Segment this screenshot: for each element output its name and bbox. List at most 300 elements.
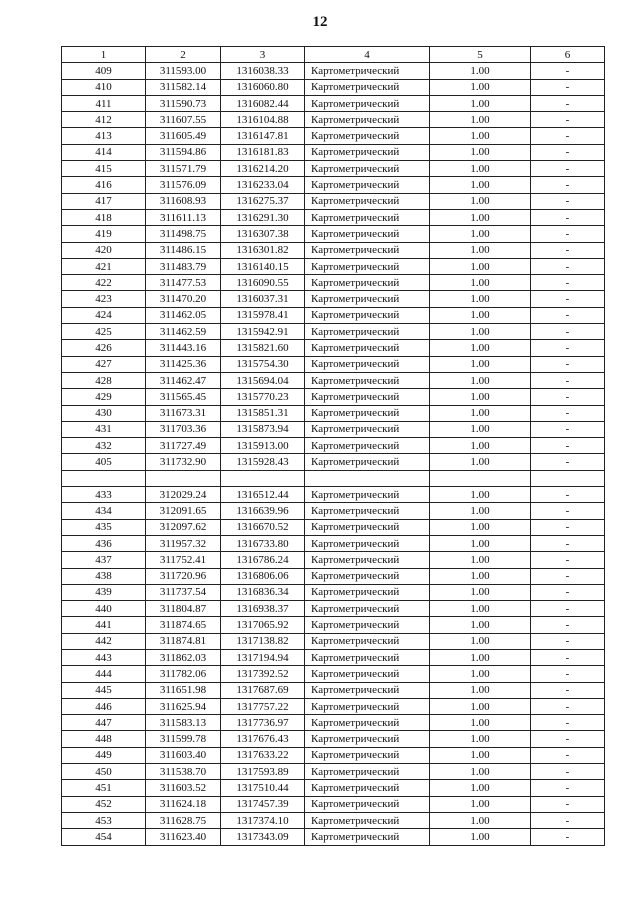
- table-cell: 1.00: [430, 535, 531, 551]
- table-cell: 422: [62, 275, 146, 291]
- table-row: [62, 601, 605, 617]
- table-row: [62, 568, 605, 584]
- table-cell: Картометрический: [305, 242, 430, 258]
- table-cell: 311628.75: [146, 812, 221, 828]
- table-cell: 1316104.88: [221, 112, 305, 128]
- table-cell: 311594.86: [146, 144, 221, 160]
- table-cell: -: [531, 682, 605, 698]
- table-cell: 418: [62, 209, 146, 225]
- table-cell: 1317633.22: [221, 747, 305, 763]
- table-cell: -: [531, 389, 605, 405]
- table-cell: 448: [62, 731, 146, 747]
- table-cell: Картометрический: [305, 405, 430, 421]
- table-cell: 1.00: [430, 829, 531, 845]
- table-cell: Картометрический: [305, 584, 430, 600]
- table-cell: 1.00: [430, 503, 531, 519]
- table-cell: Картометрический: [305, 519, 430, 535]
- table-cell: 1316836.34: [221, 584, 305, 600]
- table-cell: 1315942.91: [221, 324, 305, 340]
- table-cell: 1.00: [430, 812, 531, 828]
- table-cell: -: [531, 177, 605, 193]
- table-cell: Картометрический: [305, 193, 430, 209]
- table-cell: 311732.90: [146, 454, 221, 470]
- table-cell: 412: [62, 112, 146, 128]
- coordinates-table: [61, 46, 605, 846]
- table-cell: 1.00: [430, 796, 531, 812]
- table-row: [62, 405, 605, 421]
- table-cell: 1.00: [430, 324, 531, 340]
- table-cell: -: [531, 372, 605, 388]
- table-row: [62, 340, 605, 356]
- table-row: [62, 242, 605, 258]
- table-cell: 1.00: [430, 95, 531, 111]
- table-cell: 1315913.00: [221, 438, 305, 454]
- table-cell: 433: [62, 487, 146, 503]
- table-cell: 445: [62, 682, 146, 698]
- column-header-4: 4: [305, 47, 430, 63]
- table-cell: 1317457.39: [221, 796, 305, 812]
- table-cell: 1.00: [430, 682, 531, 698]
- table-cell: Картометрический: [305, 275, 430, 291]
- table-row: [62, 812, 605, 828]
- table-cell: 311583.13: [146, 715, 221, 731]
- table-cell: 1.00: [430, 307, 531, 323]
- column-header-3: 3: [221, 47, 305, 63]
- table-cell: 434: [62, 503, 146, 519]
- table-cell: -: [531, 226, 605, 242]
- table-cell: -: [531, 95, 605, 111]
- table-cell: 311862.03: [146, 649, 221, 665]
- table-row: [62, 552, 605, 568]
- table-cell: 311703.36: [146, 421, 221, 437]
- table-cell: 1316082.44: [221, 95, 305, 111]
- table-cell: 440: [62, 601, 146, 617]
- table-cell: Картометрический: [305, 487, 430, 503]
- table-cell: 435: [62, 519, 146, 535]
- table-cell: 311625.94: [146, 698, 221, 714]
- column-header-1: 1: [62, 47, 146, 63]
- table-cell: 1.00: [430, 649, 531, 665]
- table-cell: 420: [62, 242, 146, 258]
- table-cell: Картометрический: [305, 617, 430, 633]
- table-cell: 451: [62, 780, 146, 796]
- table-cell: 1317593.89: [221, 764, 305, 780]
- table-cell: 1.00: [430, 731, 531, 747]
- table-cell: 1.00: [430, 780, 531, 796]
- table-cell: 1315694.04: [221, 372, 305, 388]
- table-cell: -: [531, 258, 605, 274]
- column-header-5: 5: [430, 47, 531, 63]
- table-cell: Картометрический: [305, 731, 430, 747]
- table-cell: 1.00: [430, 372, 531, 388]
- table-cell: -: [531, 454, 605, 470]
- table-cell: 311603.52: [146, 780, 221, 796]
- table-cell: Картометрический: [305, 226, 430, 242]
- table-cell: 1316233.04: [221, 177, 305, 193]
- table-cell: 1316786.24: [221, 552, 305, 568]
- table-row: [62, 95, 605, 111]
- table-cell: Картометрический: [305, 389, 430, 405]
- table-row: [62, 226, 605, 242]
- table-cell: 1.00: [430, 209, 531, 225]
- table-cell: 431: [62, 421, 146, 437]
- table-cell: 1.00: [430, 128, 531, 144]
- table-cell: 311605.49: [146, 128, 221, 144]
- table-row: [62, 291, 605, 307]
- table-cell: 405: [62, 454, 146, 470]
- table-cell: Картометрический: [305, 796, 430, 812]
- table-cell: Картометрический: [305, 829, 430, 845]
- table-cell: -: [531, 601, 605, 617]
- table-cell: 311486.15: [146, 242, 221, 258]
- table-cell: 311462.05: [146, 307, 221, 323]
- table-cell: 311571.79: [146, 161, 221, 177]
- table-cell: 1.00: [430, 568, 531, 584]
- table-row: [62, 731, 605, 747]
- table-cell: 1.00: [430, 291, 531, 307]
- table-cell: 1.00: [430, 764, 531, 780]
- table-cell: 311804.87: [146, 601, 221, 617]
- group-separator-row: [62, 470, 605, 486]
- table-cell: 453: [62, 812, 146, 828]
- table-cell: Картометрический: [305, 698, 430, 714]
- table-cell: -: [531, 356, 605, 372]
- table-cell: -: [531, 633, 605, 649]
- table-cell: Картометрический: [305, 503, 430, 519]
- table-cell: -: [531, 812, 605, 828]
- table-cell: 311874.65: [146, 617, 221, 633]
- table-cell: 1317510.44: [221, 780, 305, 796]
- table-cell: 1.00: [430, 258, 531, 274]
- table-cell: -: [531, 535, 605, 551]
- table-cell: 447: [62, 715, 146, 731]
- table-cell: Картометрический: [305, 780, 430, 796]
- empty-cell: [62, 470, 146, 486]
- table-cell: -: [531, 829, 605, 845]
- table-cell: 1317138.82: [221, 633, 305, 649]
- table-cell: 311874.81: [146, 633, 221, 649]
- table-cell: Картометрический: [305, 291, 430, 307]
- table-cell: 1.00: [430, 666, 531, 682]
- table-cell: 1.00: [430, 389, 531, 405]
- empty-cell: [221, 470, 305, 486]
- table-cell: 424: [62, 307, 146, 323]
- table-cell: 1.00: [430, 79, 531, 95]
- table-cell: 426: [62, 340, 146, 356]
- table-cell: 311720.96: [146, 568, 221, 584]
- table-cell: -: [531, 161, 605, 177]
- table-cell: 311651.98: [146, 682, 221, 698]
- table-cell: 414: [62, 144, 146, 160]
- table-cell: 1.00: [430, 405, 531, 421]
- table-cell: -: [531, 438, 605, 454]
- table-cell: Картометрический: [305, 633, 430, 649]
- table-cell: 1316806.06: [221, 568, 305, 584]
- table-cell: -: [531, 552, 605, 568]
- table-cell: 1.00: [430, 747, 531, 763]
- table-cell: 1316938.37: [221, 601, 305, 617]
- table-cell: 1316214.20: [221, 161, 305, 177]
- table-cell: 436: [62, 535, 146, 551]
- table-cell: 1315851.31: [221, 405, 305, 421]
- table-cell: Картометрический: [305, 649, 430, 665]
- table-row: [62, 421, 605, 437]
- table-cell: 1316275.37: [221, 193, 305, 209]
- table-cell: 311462.59: [146, 324, 221, 340]
- table-cell: 413: [62, 128, 146, 144]
- table-row: [62, 324, 605, 340]
- table-cell: -: [531, 764, 605, 780]
- empty-cell: [430, 470, 531, 486]
- table-cell: Картометрический: [305, 324, 430, 340]
- table-cell: 410: [62, 79, 146, 95]
- table-cell: Картометрический: [305, 112, 430, 128]
- table-cell: 311624.18: [146, 796, 221, 812]
- table-cell: -: [531, 487, 605, 503]
- table-cell: -: [531, 291, 605, 307]
- table-cell: 311470.20: [146, 291, 221, 307]
- table-cell: Картометрический: [305, 438, 430, 454]
- table-cell: 454: [62, 829, 146, 845]
- table-cell: 1316147.81: [221, 128, 305, 144]
- table-cell: -: [531, 747, 605, 763]
- table-cell: 428: [62, 372, 146, 388]
- table-cell: 452: [62, 796, 146, 812]
- table-cell: -: [531, 209, 605, 225]
- table-row: [62, 617, 605, 633]
- table-cell: -: [531, 731, 605, 747]
- table-cell: Картометрический: [305, 372, 430, 388]
- table-cell: 438: [62, 568, 146, 584]
- table-cell: 311498.75: [146, 226, 221, 242]
- table-cell: 312029.24: [146, 487, 221, 503]
- table-cell: -: [531, 421, 605, 437]
- table-cell: 311607.55: [146, 112, 221, 128]
- table-cell: 417: [62, 193, 146, 209]
- table-cell: 1.00: [430, 421, 531, 437]
- table-cell: 1.00: [430, 617, 531, 633]
- table-cell: 311608.93: [146, 193, 221, 209]
- table-row: [62, 487, 605, 503]
- table-row: [62, 356, 605, 372]
- empty-cell: [305, 470, 430, 486]
- table-cell: -: [531, 698, 605, 714]
- table-cell: 432: [62, 438, 146, 454]
- table-cell: 312097.62: [146, 519, 221, 535]
- table-row: [62, 698, 605, 714]
- table-cell: 1.00: [430, 698, 531, 714]
- table-cell: 427: [62, 356, 146, 372]
- table-cell: -: [531, 324, 605, 340]
- table-cell: 1317757.22: [221, 698, 305, 714]
- table-cell: -: [531, 780, 605, 796]
- table-cell: 1.00: [430, 275, 531, 291]
- table-cell: 1316670.52: [221, 519, 305, 535]
- table-cell: 311673.31: [146, 405, 221, 421]
- table-cell: 311782.06: [146, 666, 221, 682]
- table-cell: 1.00: [430, 112, 531, 128]
- table-cell: 1316140.15: [221, 258, 305, 274]
- table-cell: 411: [62, 95, 146, 111]
- table-row: [62, 764, 605, 780]
- table-cell: 311462.47: [146, 372, 221, 388]
- table-row: [62, 79, 605, 95]
- table-cell: 1315821.60: [221, 340, 305, 356]
- table-cell: 311737.54: [146, 584, 221, 600]
- table-row: [62, 796, 605, 812]
- table-cell: 1.00: [430, 193, 531, 209]
- table-cell: 1.00: [430, 356, 531, 372]
- table-cell: 421: [62, 258, 146, 274]
- table-row: [62, 519, 605, 535]
- table-cell: 419: [62, 226, 146, 242]
- table-cell: 425: [62, 324, 146, 340]
- table-cell: 1.00: [430, 487, 531, 503]
- table-cell: 1.00: [430, 601, 531, 617]
- table-cell: Картометрический: [305, 95, 430, 111]
- table-cell: 312091.65: [146, 503, 221, 519]
- table-cell: 450: [62, 764, 146, 780]
- table-cell: 1316037.31: [221, 291, 305, 307]
- table-cell: -: [531, 666, 605, 682]
- table-row: [62, 193, 605, 209]
- table-row: [62, 177, 605, 193]
- table-cell: 1317392.52: [221, 666, 305, 682]
- table-cell: 311483.79: [146, 258, 221, 274]
- table-cell: 1317687.69: [221, 682, 305, 698]
- table-cell: Картометрический: [305, 209, 430, 225]
- table-cell: Картометрический: [305, 535, 430, 551]
- table-cell: 1.00: [430, 177, 531, 193]
- table-cell: -: [531, 503, 605, 519]
- table-row: [62, 649, 605, 665]
- column-header-2: 2: [146, 47, 221, 63]
- table-cell: Картометрический: [305, 421, 430, 437]
- table-cell: 1.00: [430, 519, 531, 535]
- table-cell: -: [531, 79, 605, 95]
- table-cell: 1315770.23: [221, 389, 305, 405]
- table-cell: 311599.78: [146, 731, 221, 747]
- column-header-6: 6: [531, 47, 605, 63]
- table-cell: 1.00: [430, 63, 531, 79]
- table-cell: 441: [62, 617, 146, 633]
- table-row: [62, 829, 605, 845]
- table-row: [62, 747, 605, 763]
- table-cell: 443: [62, 649, 146, 665]
- table-row: [62, 389, 605, 405]
- page-number: 12: [312, 14, 328, 30]
- table-cell: Картометрический: [305, 144, 430, 160]
- table-row: [62, 372, 605, 388]
- table-cell: 1.00: [430, 340, 531, 356]
- table-cell: 1317736.97: [221, 715, 305, 731]
- table-cell: 442: [62, 633, 146, 649]
- table-cell: -: [531, 649, 605, 665]
- table-cell: -: [531, 568, 605, 584]
- table-cell: 311957.32: [146, 535, 221, 551]
- table-cell: 449: [62, 747, 146, 763]
- table-row: [62, 503, 605, 519]
- table-cell: Картометрический: [305, 601, 430, 617]
- table-cell: 1.00: [430, 226, 531, 242]
- table-cell: 1315978.41: [221, 307, 305, 323]
- table-row: [62, 161, 605, 177]
- table-cell: Картометрический: [305, 812, 430, 828]
- table-row: [62, 307, 605, 323]
- table-cell: Картометрический: [305, 666, 430, 682]
- table-row: [62, 682, 605, 698]
- table-cell: 423: [62, 291, 146, 307]
- table-row: [62, 128, 605, 144]
- table-cell: 311565.45: [146, 389, 221, 405]
- table-cell: -: [531, 584, 605, 600]
- table-cell: -: [531, 63, 605, 79]
- table-cell: 1.00: [430, 242, 531, 258]
- table-cell: Картометрический: [305, 764, 430, 780]
- table-cell: 1.00: [430, 584, 531, 600]
- table-row: [62, 209, 605, 225]
- table-cell: 437: [62, 552, 146, 568]
- table-row: [62, 780, 605, 796]
- table-cell: 311425.36: [146, 356, 221, 372]
- table-row: [62, 584, 605, 600]
- table-cell: 444: [62, 666, 146, 682]
- table-cell: Картометрический: [305, 161, 430, 177]
- table-cell: -: [531, 128, 605, 144]
- table-cell: Картометрический: [305, 682, 430, 698]
- table-cell: 311582.14: [146, 79, 221, 95]
- table-cell: 409: [62, 63, 146, 79]
- table-cell: 1316090.55: [221, 275, 305, 291]
- table-cell: 311443.16: [146, 340, 221, 356]
- table-cell: -: [531, 242, 605, 258]
- table-cell: Картометрический: [305, 307, 430, 323]
- table-cell: Картометрический: [305, 177, 430, 193]
- table-cell: 1.00: [430, 552, 531, 568]
- table-cell: 1316301.82: [221, 242, 305, 258]
- table-row: [62, 144, 605, 160]
- table-cell: 1315873.94: [221, 421, 305, 437]
- table-cell: Картометрический: [305, 340, 430, 356]
- table-cell: 311623.40: [146, 829, 221, 845]
- table-cell: 1316291.30: [221, 209, 305, 225]
- table-cell: 311538.70: [146, 764, 221, 780]
- table-cell: -: [531, 275, 605, 291]
- table-row: [62, 112, 605, 128]
- table-cell: Картометрический: [305, 454, 430, 470]
- table-cell: -: [531, 519, 605, 535]
- table-cell: 1315754.30: [221, 356, 305, 372]
- table-cell: -: [531, 715, 605, 731]
- table-cell: 311576.09: [146, 177, 221, 193]
- header-row: [62, 47, 605, 63]
- table-cell: 1316038.33: [221, 63, 305, 79]
- table-cell: 1.00: [430, 454, 531, 470]
- table-cell: 311593.00: [146, 63, 221, 79]
- table-cell: 1316307.38: [221, 226, 305, 242]
- table-cell: 1317343.09: [221, 829, 305, 845]
- table-cell: 311727.49: [146, 438, 221, 454]
- table-body: [62, 63, 605, 845]
- table-cell: Картометрический: [305, 747, 430, 763]
- table-cell: 416: [62, 177, 146, 193]
- table-cell: Картометрический: [305, 79, 430, 95]
- table-cell: 1317676.43: [221, 731, 305, 747]
- table-row: [62, 715, 605, 731]
- table-cell: 1317194.94: [221, 649, 305, 665]
- table-cell: Картометрический: [305, 128, 430, 144]
- table-row: [62, 438, 605, 454]
